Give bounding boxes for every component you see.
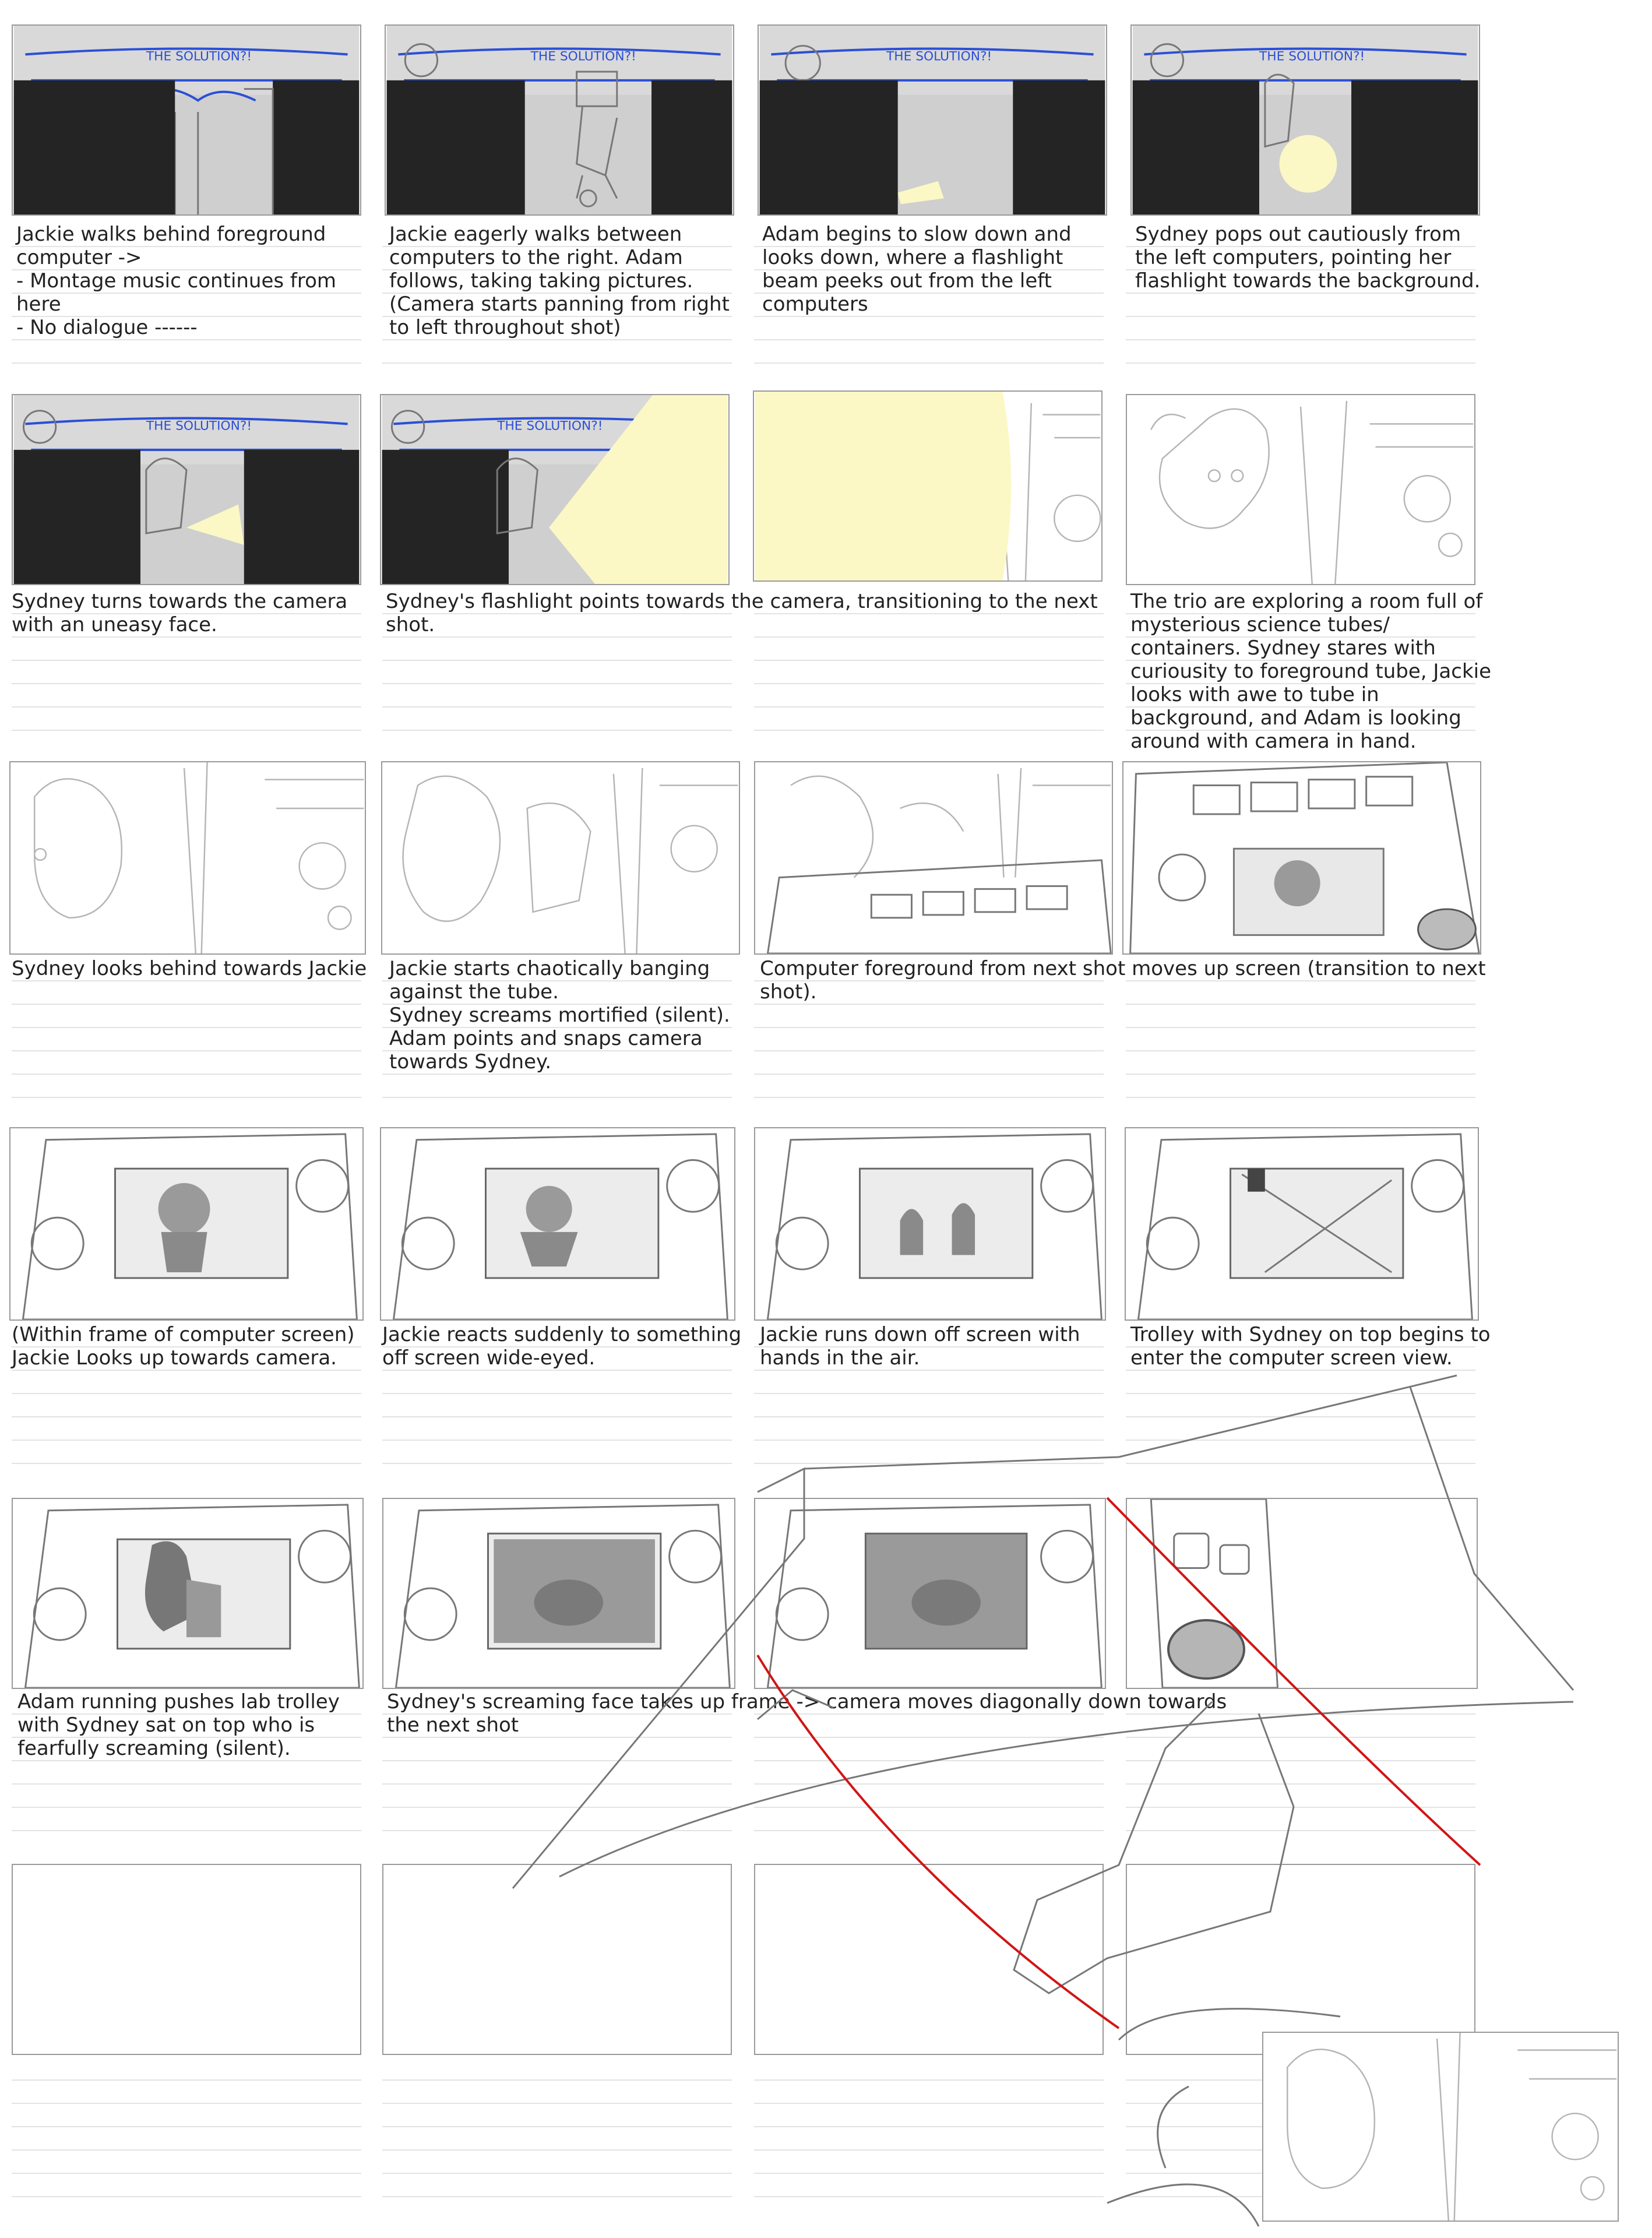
- panel-r2-c4: [1126, 394, 1475, 585]
- panel-r6-c4: [1126, 1864, 1475, 2055]
- panel-r4-c3: [754, 1127, 1106, 1321]
- caption-rule-line: [12, 660, 361, 661]
- computer-screen-sketch: [755, 1128, 1105, 1319]
- caption-rule-line: [754, 683, 1104, 684]
- caption-rule-line: [754, 2173, 1104, 2174]
- lab-sketch: [1263, 2033, 1618, 2221]
- caption-rule-line: [12, 1074, 361, 1075]
- caption-rule-line: [754, 1370, 1104, 1371]
- caption-rule-line: [754, 2196, 1104, 2197]
- caption-rule-line: [12, 1370, 361, 1371]
- caption-rule-line: [12, 1783, 361, 1785]
- caption-rule-line: [382, 1760, 732, 1761]
- caption-rule-line: [382, 2126, 732, 2127]
- caption-rule-line: [754, 706, 1104, 708]
- caption-rule-line: [1126, 1050, 1475, 1051]
- computer-screen-sketch: [381, 1128, 734, 1319]
- caption-rule-line: [12, 1830, 361, 1831]
- caption-r2-c2: Sydney's flashlight points towards the camera, transitioning to the next shot.: [386, 590, 1098, 636]
- caption-rule-line: [754, 1027, 1104, 1028]
- caption-rule-line: [12, 1463, 361, 1464]
- caption-rule-line: [382, 1783, 732, 1785]
- caption-r3-c3: Computer foreground from next shot moves up screen (transition to next shot).: [760, 957, 1486, 1004]
- caption-rule-line: [12, 1440, 361, 1441]
- classroom-sketch: [1132, 26, 1479, 214]
- computer-screen-sketch: [13, 1499, 362, 1688]
- caption-rule-line: [754, 2079, 1104, 2081]
- caption-rule-line: [1126, 1416, 1475, 1417]
- caption-rule-line: [1126, 293, 1475, 294]
- caption-rule-line: [1126, 1027, 1475, 1028]
- caption-r3-c1: Sydney looks behind towards Jackie: [12, 957, 367, 980]
- caption-rule-line: [12, 636, 361, 638]
- caption-rule-line: [754, 2103, 1104, 2104]
- caption-rule-line: [382, 730, 732, 731]
- computer-screen-sketch: [1126, 1128, 1478, 1319]
- panel-r4-c2: [380, 1127, 735, 1321]
- caption-rule-line: [754, 1074, 1104, 1075]
- caption-rule-line: [754, 636, 1104, 638]
- caption-rule-line: [754, 1050, 1104, 1051]
- classroom-sketch: [386, 26, 733, 214]
- flashlight-fill: [755, 392, 1012, 580]
- caption-rule-line: [12, 363, 361, 364]
- panel-r5-c1: [12, 1498, 364, 1689]
- caption-rule-line: [754, 730, 1104, 731]
- caption-rule-line: [1126, 1440, 1475, 1441]
- caption-rule-line: [1126, 1760, 1475, 1761]
- board-lettering-3: THE SOLUTION?!: [886, 49, 992, 64]
- board-lettering-1: THE SOLUTION?!: [146, 49, 252, 64]
- caption-rule-line: [1126, 363, 1475, 364]
- panel-r1-c3: [758, 24, 1107, 216]
- caption-rule-line: [754, 1760, 1104, 1761]
- flashlight-glow: [1280, 135, 1337, 193]
- caption-rule-line: [382, 2149, 732, 2151]
- caption-rule-line: [12, 1416, 361, 1417]
- caption-rule-line: [382, 1737, 732, 1738]
- panel-r1-c2: [385, 24, 734, 216]
- caption-rule-line: [382, 1463, 732, 1464]
- caption-rule-line: [754, 1097, 1104, 1098]
- caption-rule-line: [382, 660, 732, 661]
- caption-rule-line: [12, 683, 361, 684]
- reference-thumbnail: [1262, 2032, 1619, 2222]
- caption-rule-line: [12, 2149, 361, 2151]
- panel-r6-c2: [382, 1864, 732, 2055]
- board-lettering-2: THE SOLUTION?!: [530, 49, 636, 64]
- caption-r3-c2: Jackie starts chaotically banging against the tube. Sydney screams mortified (silent). Adam points and snaps camera towards Sydney.: [389, 957, 730, 1074]
- caption-rule-line: [754, 363, 1104, 364]
- caption-rule-line: [754, 339, 1104, 340]
- caption-rule-line: [754, 1807, 1104, 1808]
- caption-rule-line: [1126, 339, 1475, 340]
- panel-r4-c1: [9, 1127, 364, 1321]
- caption-r5-c1: Adam running pushes lab trolley with Sydney sat on top who is fearfully screaming (silent).: [17, 1690, 340, 1760]
- panel-r3-c1: [9, 761, 366, 955]
- caption-rule-line: [12, 1760, 361, 1761]
- caption-rule-line: [1126, 1393, 1475, 1394]
- caption-rule-line: [754, 1463, 1104, 1464]
- caption-rule-line: [382, 1074, 732, 1075]
- computer-screen-sketch: [383, 1499, 734, 1688]
- caption-rule-line: [12, 2196, 361, 2197]
- caption-rule-line: [1126, 1737, 1475, 1738]
- caption-rule-line: [12, 2126, 361, 2127]
- caption-rule-line: [754, 2126, 1104, 2127]
- panel-r6-c3: [754, 1864, 1104, 2055]
- caption-rule-line: [754, 1830, 1104, 1831]
- caption-rule-line: [382, 1370, 732, 1371]
- computer-screen-sketch: [755, 1499, 1105, 1688]
- caption-r1-c3: Adam begins to slow down and looks down, where a flashlight beam peeks out from the left computers: [762, 223, 1072, 316]
- caption-rule-line: [382, 706, 732, 708]
- caption-rule-line: [382, 1393, 732, 1394]
- caption-rule-line: [382, 363, 732, 364]
- board-lettering-4: THE SOLUTION?!: [1259, 49, 1365, 64]
- board-lettering-5: THE SOLUTION?!: [146, 418, 252, 434]
- caption-rule-line: [754, 660, 1104, 661]
- caption-rule-line: [1126, 1370, 1475, 1371]
- caption-rule-line: [382, 2079, 732, 2081]
- panel-r1-c1: [12, 24, 361, 216]
- caption-r1-c1: Jackie walks behind foreground computer -> - Montage music continues from here - No dialogue ------: [16, 223, 337, 339]
- caption-rule-line: [12, 1807, 361, 1808]
- panel-r5-c2: [382, 1498, 735, 1689]
- caption-rule-line: [382, 2196, 732, 2197]
- board-lettering-6: THE SOLUTION?!: [497, 418, 603, 434]
- caption-rule-line: [382, 1416, 732, 1417]
- lab-sketch: [754, 392, 1101, 580]
- caption-rule-line: [382, 2103, 732, 2104]
- lab-to-computer-sketch: [755, 762, 1112, 953]
- lab-sketch: [10, 762, 365, 953]
- caption-rule-line: [1126, 1830, 1475, 1831]
- caption-r4-c4: Trolley with Sydney on top begins to enter the computer screen view.: [1130, 1323, 1491, 1370]
- classroom-sketch: [759, 26, 1106, 214]
- panel-r2-c3: [753, 390, 1102, 582]
- caption-rule-line: [382, 339, 732, 340]
- classroom-sketch: [13, 26, 360, 214]
- computer-screen-sketch: [10, 1128, 362, 1319]
- caption-r4-c1: (Within frame of computer screen) Jackie Looks up towards camera.: [12, 1323, 355, 1370]
- panel-r3-c3: [754, 761, 1113, 955]
- panel-r3-c2: [381, 761, 740, 955]
- caption-rule-line: [12, 1050, 361, 1051]
- caption-rule-line: [754, 1737, 1104, 1738]
- caption-rule-line: [1126, 1004, 1475, 1005]
- caption-rule-line: [754, 1440, 1104, 1441]
- caption-r5-c2: Sydney's screaming face takes up frame -> camera moves diagonally down towards the next shot: [387, 1690, 1227, 1737]
- caption-rule-line: [12, 1027, 361, 1028]
- lab-sketch: [1127, 395, 1474, 584]
- caption-rule-line: [12, 2173, 361, 2174]
- caption-r4-c3: Jackie runs down off screen with hands in the air.: [760, 1323, 1080, 1370]
- panel-r5-c4: [1126, 1498, 1478, 1689]
- caption-rule-line: [382, 636, 732, 638]
- lab-sketch: [382, 762, 739, 953]
- caption-rule-line: [12, 1004, 361, 1005]
- panel-r3-c4: [1122, 761, 1481, 955]
- computer-panel-sketch: [1127, 1499, 1477, 1688]
- caption-rule-line: [12, 1393, 361, 1394]
- caption-rule-line: [754, 2149, 1104, 2151]
- panel-r5-c3: [754, 1498, 1106, 1689]
- caption-rule-line: [754, 1004, 1104, 1005]
- panel-r2-c2: [380, 394, 730, 585]
- caption-rule-line: [382, 1097, 732, 1098]
- caption-rule-line: [754, 1393, 1104, 1394]
- computer-screen-sketch: [1123, 762, 1480, 953]
- caption-rule-line: [1126, 1463, 1475, 1464]
- caption-rule-line: [1126, 316, 1475, 317]
- caption-rule-line: [12, 2079, 361, 2081]
- caption-rule-line: [12, 706, 361, 708]
- caption-rule-line: [382, 1440, 732, 1441]
- caption-rule-line: [12, 2103, 361, 2104]
- caption-rule-line: [754, 1416, 1104, 1417]
- caption-r2-c1: Sydney turns towards the camera with an uneasy face.: [12, 590, 348, 636]
- caption-rule-line: [1126, 1097, 1475, 1098]
- caption-r2-c4: The trio are exploring a room full of mysterious science tubes/ containers. Sydney stares with curiousity to foreground tube, Jackie looks with awe to tube in background, and Adam is looking around with camera in hand.: [1130, 590, 1492, 753]
- panel-r6-c1: [12, 1864, 361, 2055]
- caption-r1-c4: Sydney pops out cautiously from the left computers, pointing her flashlight towards the background.: [1135, 223, 1481, 293]
- caption-r1-c2: Jackie eagerly walks between computers to the right. Adam follows, taking taking pictures. (Camera starts panning from right to left throughout shot): [389, 223, 730, 339]
- caption-rule-line: [382, 683, 732, 684]
- panel-r1-c4: [1130, 24, 1480, 216]
- caption-rule-line: [12, 339, 361, 340]
- caption-rule-line: [1126, 1783, 1475, 1785]
- panel-r2-c1: [12, 394, 361, 585]
- caption-rule-line: [754, 1783, 1104, 1785]
- caption-rule-line: [12, 730, 361, 731]
- caption-r4-c2: Jackie reacts suddenly to something off screen wide-eyed.: [382, 1323, 742, 1370]
- classroom-sketch: [13, 395, 360, 584]
- panel-r4-c4: [1125, 1127, 1479, 1321]
- caption-rule-line: [1126, 1807, 1475, 1808]
- caption-rule-line: [12, 980, 361, 981]
- caption-rule-line: [382, 2173, 732, 2174]
- caption-rule-line: [1126, 1074, 1475, 1075]
- caption-rule-line: [382, 1830, 732, 1831]
- caption-rule-line: [12, 1097, 361, 1098]
- classroom-sketch: [381, 395, 728, 584]
- caption-rule-line: [382, 1807, 732, 1808]
- caption-rule-line: [754, 316, 1104, 317]
